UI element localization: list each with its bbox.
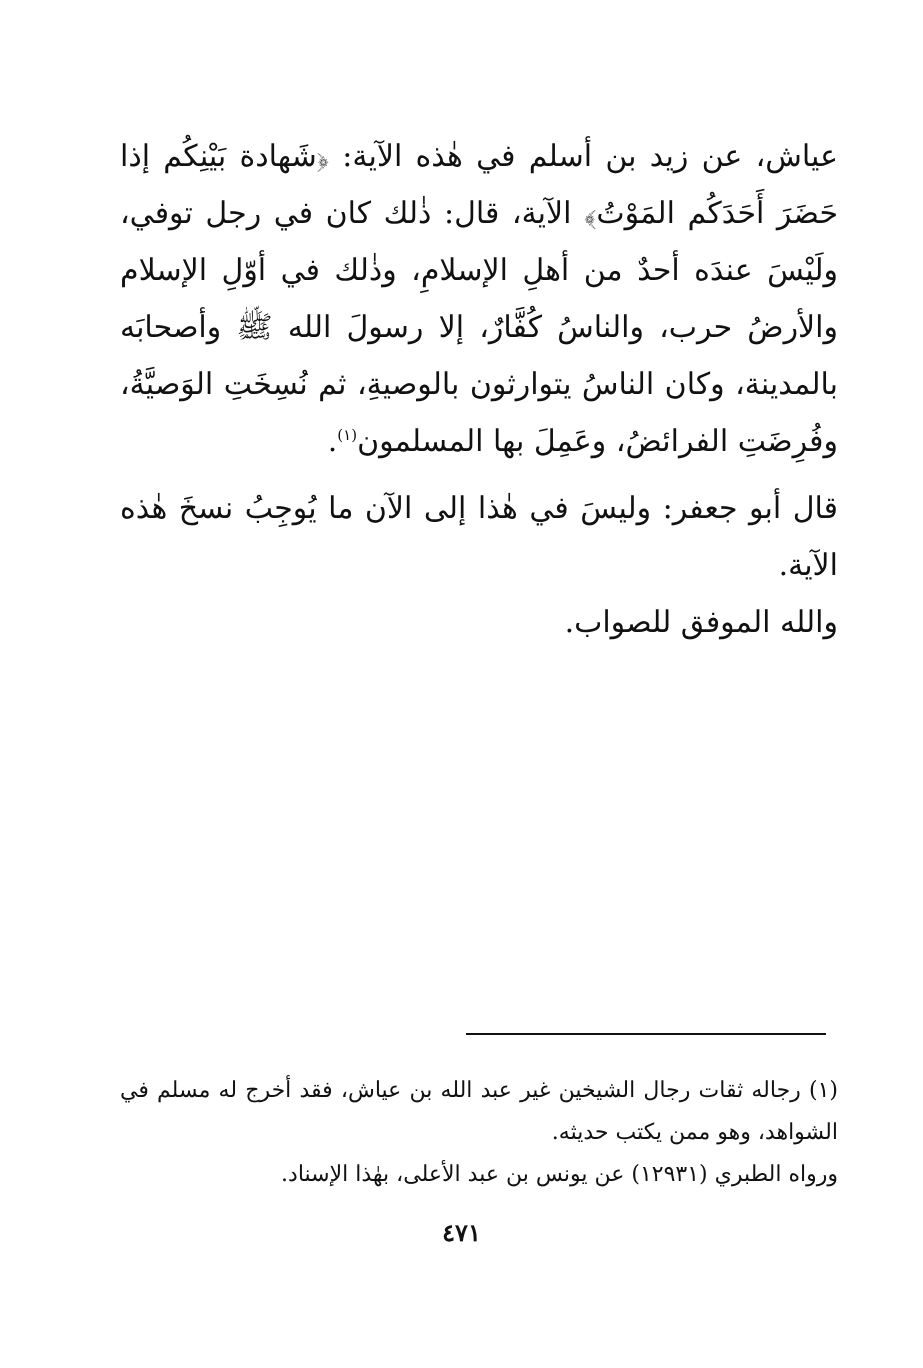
footnotes bbox=[120, 1070, 838, 1196]
footnote-1: (١) رجاله ثقات رجال الشيخين غير عبد الله بن عياش، فقد أخرج له مسلم في الشواهد، وهو ممن يكتب حديثه. bbox=[120, 1078, 838, 1145]
footnote-ref: (١) bbox=[337, 426, 358, 444]
paragraph-1-text: عياش، عن زيد بن أسلم في هٰذه الآية: ﴿شَهادة بَيْنِكُم إذا حَضَرَ أَحَدَكُم المَوْتُ﴾ الآية، قال: ذٰلك كان في رجل توفي، ولَيْسَ عندَه أحدٌ من أهلِ الإسلامِ، وذٰلك في أوّلِ الإسلام والأرضُ حرب، والناسُ كُفَّارٌ، إلا رسولَ الله ﷺ وأصحابَه بالمدينة، وكان الناسُ يتوارثون بالوصيةِ، ثم نُسِخَتِ الوَصيَّةُ، وفُرِضَتِ الفرائضُ، وعَمِلَ بها المسلمون bbox=[120, 139, 838, 459]
paragraph-1 bbox=[120, 128, 838, 470]
paragraph-1-end: . bbox=[327, 424, 338, 459]
page-number: ٤٧١ bbox=[442, 1218, 481, 1247]
paragraph-2: قال أبو جعفر: وليسَ في هٰذا إلى الآن ما يُوجِبُ نسخَ هٰذه الآية. bbox=[120, 491, 838, 583]
paragraph-3: والله الموفق للصواب. bbox=[564, 605, 838, 640]
footnote-2: ورواه الطبري (١٢٩٣١) عن يونس بن عبد الأعلى، بهٰذا الإسناد. bbox=[281, 1162, 838, 1187]
footnote-divider bbox=[466, 1033, 826, 1035]
main-text bbox=[120, 128, 838, 651]
